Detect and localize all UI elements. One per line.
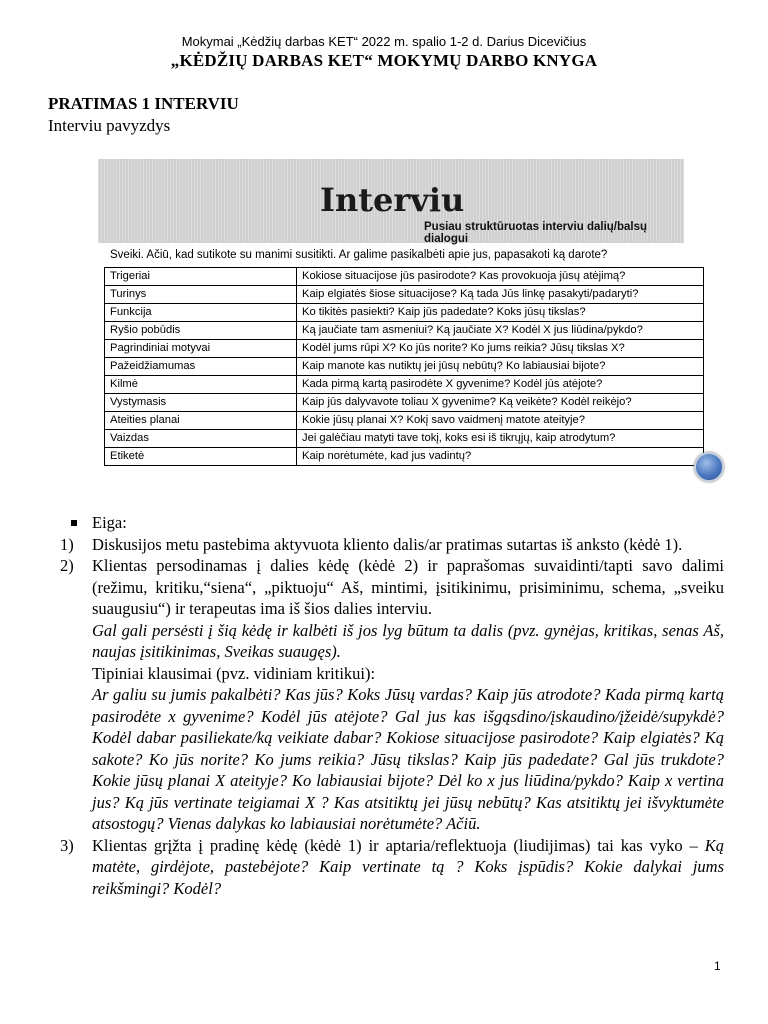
question-cell: Jei galėčiau matyti tave tokį, koks esi iš tikrųjų, kaip atrodytum? (297, 430, 704, 448)
topic-cell: Kilmė (105, 376, 297, 394)
list-item (60, 555, 724, 835)
course-header: Mokymai „Kėdžių darbas KET“ 2022 m. spalio 1-2 d. Darius Dicevičius (181, 34, 587, 49)
table-row (105, 376, 704, 394)
topic-cell: Vystymasis (105, 394, 297, 412)
question-cell: Ko tikitės pasiekti? Kaip jūs padedate? Koks jūsų tikslas? (297, 304, 704, 322)
question-cell: Kaip jūs dalyvavote toliau X gyvenime? Ką veikėte? Kodėl reikėjo? (297, 394, 704, 412)
step-number: 1) (60, 534, 74, 554)
procedure-section (60, 512, 725, 899)
table-row (105, 412, 704, 430)
question-cell: Kodėl jums rūpi X? Ko jūs norite? Ko jums reikia? Jūsų tikslas X? (297, 340, 704, 358)
reflection-questions: Ką matėte, girdėjote, pastebėjote? Kaip vertinate tą ? Koks įspūdis? Kokie dalykai jums reikšmingi? Kodėl? (92, 835, 725, 898)
topic-cell: Funkcija (105, 304, 297, 322)
question-cell: Kaip norėtumėte, kad jus vadintų? (297, 448, 704, 466)
question-cell: Kokie jūsų planai X? Kokį savo vaidmenį matote ateityje? (297, 412, 704, 430)
page-number: 1 (714, 959, 721, 973)
step-number: 3) (60, 835, 74, 855)
exercise-subheading: Interviu pavyzdys (48, 116, 171, 135)
table-row (105, 430, 704, 448)
topic-cell: Pažeidžiamumas (105, 358, 297, 376)
step-text: Klientas grįžta į pradinę kėdę (kėdė 1) ir aptaria/reflektuoja (liudijimas) tai kas vyko – (92, 835, 698, 855)
table-row (105, 448, 704, 466)
blue-orb-icon (694, 452, 724, 482)
interview-title: Interviu (320, 181, 465, 219)
table-row (105, 358, 704, 376)
table-row (105, 268, 704, 286)
table-row (105, 304, 704, 322)
interview-banner (98, 159, 684, 243)
interview-figure (98, 159, 684, 489)
typical-questions-label: Tipiniai klausimai (pvz. vidiniam kritikui): (92, 663, 376, 683)
topic-cell: Pagrindiniai motyvai (105, 340, 297, 358)
list-item (60, 534, 724, 556)
question-cell: Ką jaučiate tam asmeniui? Ką jaučiate X? Kodėl X jus liūdina/pykdo? (297, 322, 704, 340)
list-item (68, 512, 724, 534)
step-number: 2) (60, 556, 74, 575)
typical-questions: Ar galiu su jumis pakalbėti? Kas jūs? Koks Jūsų vardas? Kaip jūs atrodote? Kada pirmą kartą pasirodėte x gyvenime? Kodėl jūs atėjote? Gal jus kas išgąsdino/įskaudino/įžeidė/supykdė? Kodėl dabar pasiliekate/ką veikiate dabar? Kokiose situacijose pasirodote? Kaip elgiatės? Ką sakote? Ko jūs norite? Ko jums reikia? Jūsų tikslas? Kaip jūs padedate? Gal jūs trukdote? Kokie jūsų planai X ateityje? Ko labiausiai bijote? Dėl ko x jus liūdina/pykdo? Kaip x vertina jus? Ką jūs vertinate teigiamai X ? Kas atsitiktų jei jūsų nebūtų? Kas atsitiktų jei išvyktumėte atsostogų? Vienas dalykas ko labiausiai norėtumėte? Ačiū. (92, 685, 724, 833)
step-text: Klientas persodinamas į dalies kėdę (kėdė 2) ir paprašomas suvaidinti/tapti savo dalimi (režimu, kritiku,“siena“, „piktuoju“ Aš, mintimi, įsitikinimu, prisiminimu, schema, „sveiku suaugusiu“) ir terapeutas ima iš šios dalies interviu. (92, 556, 724, 618)
topic-cell: Etiketė (105, 448, 297, 466)
table-row (105, 322, 704, 340)
exercise-heading: PRATIMAS 1 INTERVIU (48, 94, 239, 113)
step-text: Diskusijos metu pastebima aktyvuota kliento dalis/ar pratimas sutartas iš anksto (kėdė 1). (92, 534, 683, 554)
topic-cell: Turinys (105, 286, 297, 304)
table-row (105, 394, 704, 412)
procedure-label: Eiga: (92, 513, 127, 532)
topic-cell: Vaizdas (105, 430, 297, 448)
list-item (60, 835, 725, 900)
question-cell: Kaip manote kas nutiktų jei jūsų nebūtų? Ko labiausiai bijote? (297, 358, 704, 376)
topic-cell: Trigeriai (105, 268, 297, 286)
interview-subtitle: Pusiau struktūruotas interviu dalių/balsų dialogui (424, 221, 648, 245)
question-cell: Kokiose situacijose jūs pasirodote? Kas provokuoja jūsų atėjimą? (297, 268, 704, 286)
question-cell: Kaip elgiatės šiose situacijose? Ką tada Jūs linkę pasakyti/padaryti? (297, 286, 704, 304)
interview-table (104, 267, 704, 466)
topic-cell: Ateities planai (105, 412, 297, 430)
table-row (105, 340, 704, 358)
square-bullet-icon (71, 520, 77, 526)
step-example: Gal gali persėsti į šią kėdę ir kalbėti iš jos lyg būtum ta dalis (pvz. gynėjas, kritikas, senas Aš, naujas įsitikinimas, Sveikas suaugęs). (92, 620, 724, 661)
table-row (105, 286, 704, 304)
topic-cell: Ryšio pobūdis (105, 322, 297, 340)
workbook-title: „KĖDŽIŲ DARBAS KET“ MOKYMŲ DARBO KNYGA (170, 51, 598, 70)
interview-greeting: Sveiki. Ačiū, kad sutikote su manimi susitikti. Ar galime pasikalbėti apie jus, papasakoti ką darote? (110, 249, 608, 261)
question-cell: Kada pirmą kartą pasirodėte X gyvenime? Kodėl jūs atėjote? (297, 376, 704, 394)
